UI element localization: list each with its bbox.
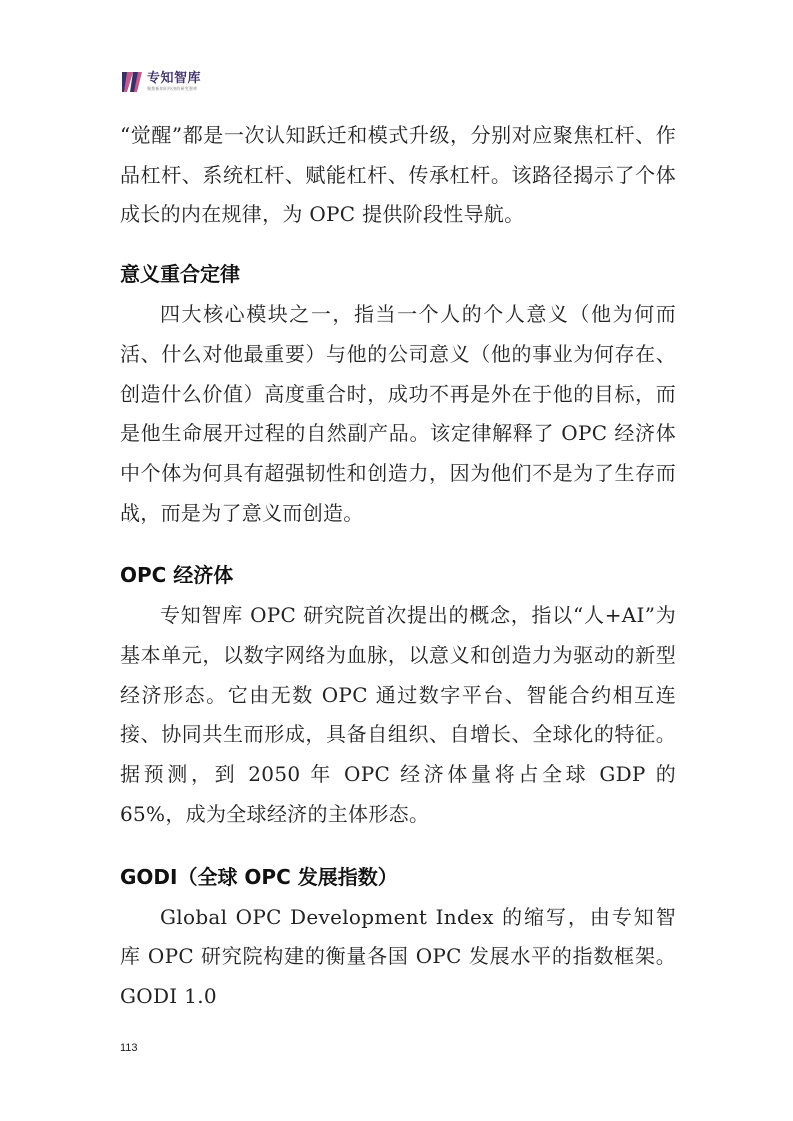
document-body	[120, 116, 676, 1017]
section-heading-meaning-overlap: 意义重合定律	[120, 262, 240, 287]
logo-name: 专知智库	[147, 71, 202, 86]
section-heading-godi: GODI（全球 OPC 发展指数）	[120, 864, 398, 889]
intro-paragraph: “觉醒”都是一次认知跃迁和模式升级，分别对应聚焦杠杆、作品杠杆、系统杠杆、赋能杠杆、传承杠杆。该路径揭示了个体成长的内在规律，为 OPC 提供阶段性导航。	[120, 123, 676, 227]
logo-tagline: 聚焦新知识经济的研究智库	[147, 86, 198, 91]
header-logo	[121, 70, 201, 94]
section-paragraph-meaning-overlap: 四大核心模块之一，指当一个人的个人意义（他为何而活、什么对他最重要）与他的公司意义（他的事业为何存在、创造什么价值）高度重合时，成功不再是外在于他的目标，而是他生命展开过程的自然副产品。该定律解释了 OPC 经济体中个体为何具有超强韧性和创造力，因为他们不是为了生存而战，而是为了意义而创造。	[120, 302, 676, 525]
section-paragraph-godi: Global OPC Development Index 的缩写，由专知智库 OPC 研究院构建的衡量各国 OPC 发展水平的指数框架。GODI 1.0	[120, 904, 676, 1008]
page-number: 113	[120, 1042, 138, 1054]
section-heading-opc-economy: OPC 经济体	[120, 563, 234, 588]
section-paragraph-opc-economy: 专知智库 OPC 研究院首次提出的概念，指以“人+AI”为基本单元，以数字网络为血脉，以意义和创造力为驱动的新型经济形态。它由无数 OPC 通过数字平台、智能合约相互连接、协同共生而形成，具备自组织、自增长、全球化的特征。据预测，到 2050 年 OPC 经济体量将占全球 GDP 的 65%，成为全球经济的主体形态。	[120, 603, 676, 826]
zz-stripe-logo-icon	[121, 70, 143, 94]
